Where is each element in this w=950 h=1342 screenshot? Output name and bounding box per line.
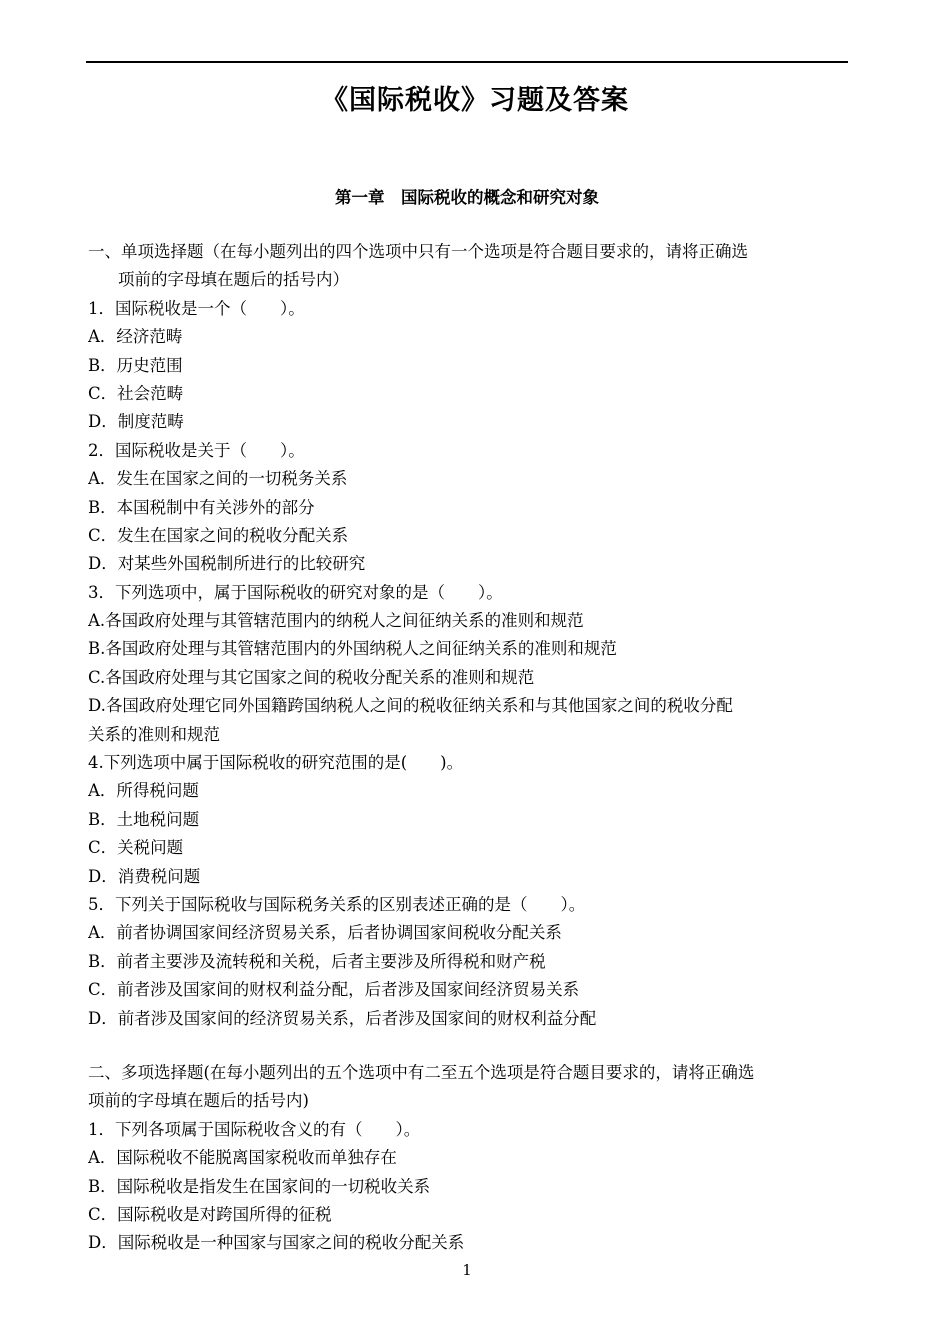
answer-option: D．制度范畴 bbox=[88, 412, 184, 432]
answer-option: A.各国政府处理与其管辖范围内的纳税人之间征纳关系的准则和规范 bbox=[88, 611, 584, 631]
question-stem: 1．下列各项属于国际税收含义的有（ ）。 bbox=[88, 1119, 421, 1139]
answer-option: B．前者主要涉及流转税和关税，后者主要涉及所得税和财产税 bbox=[88, 951, 546, 971]
answer-option: 关系的准则和规范 bbox=[88, 724, 220, 744]
answer-option: A．前者协调国家间经济贸易关系，后者协调国家间税收分配关系 bbox=[88, 923, 562, 943]
answer-option: B.各国政府处理与其管辖范围内的外国纳税人之间征纳关系的准则和规范 bbox=[88, 639, 617, 659]
section-multiple-choice bbox=[88, 1059, 850, 1258]
question-stem: 4.下列选项中属于国际税收的研究范围的是( )。 bbox=[88, 753, 464, 773]
answer-option: A．发生在国家之间的一切税务关系 bbox=[88, 469, 348, 489]
question-stem: 3．下列选项中，属于国际税收的研究对象的是（ ）。 bbox=[88, 582, 503, 602]
section-gap bbox=[88, 1033, 850, 1059]
question-stem: 5．下列关于国际税收与国际税务关系的区别表述正确的是（ ）。 bbox=[88, 894, 586, 914]
answer-option: B．历史范围 bbox=[88, 355, 183, 375]
document-body bbox=[88, 238, 850, 1258]
answer-option: A．经济范畴 bbox=[88, 327, 183, 347]
section-heading: 一、单项选择题（在每小题列出的四个选项中只有一个选项是符合题目要求的，请将正确选 bbox=[88, 242, 748, 261]
question-list bbox=[88, 1116, 850, 1258]
answer-option: C．社会范畴 bbox=[88, 383, 184, 403]
answer-option: B．土地税问题 bbox=[88, 809, 200, 829]
answer-option: D．前者涉及国家间的经济贸易关系，后者涉及国家间的财权利益分配 bbox=[88, 1008, 597, 1028]
answer-option: C.各国政府处理与其它国家之间的税收分配关系的准则和规范 bbox=[88, 667, 535, 687]
answer-option: D．消费税问题 bbox=[88, 866, 201, 886]
question-list bbox=[88, 295, 850, 1033]
answer-option: C．国际税收是对跨国所得的征税 bbox=[88, 1204, 332, 1224]
question-stem: 2．国际税收是关于（ ）。 bbox=[88, 440, 305, 460]
section-heading-continued: 项前的字母填在题后的括号内） bbox=[118, 270, 349, 290]
answer-option: B．国际税收是指发生在国家间的一切税收关系 bbox=[88, 1176, 431, 1196]
question-stem: 1．国际税收是一个（ ）。 bbox=[88, 298, 305, 318]
answer-option: A．所得税问题 bbox=[88, 781, 199, 801]
answer-option: C．前者涉及国家间的财权利益分配，后者涉及国家间经济贸易关系 bbox=[88, 980, 580, 1000]
page-number: 1 bbox=[462, 1261, 472, 1279]
chapter-heading: 第一章 国际税收的概念和研究对象 bbox=[335, 188, 599, 207]
answer-option: C．关税问题 bbox=[88, 838, 184, 858]
section-single-choice bbox=[88, 238, 850, 1033]
document-title: 《国际税收》习题及答案 bbox=[321, 85, 629, 116]
answer-option: B．本国税制中有关涉外的部分 bbox=[88, 497, 315, 517]
section-heading: 二、多项选择题(在每小题列出的五个选项中有二至五个选项是符合题目要求的，请将正确选 bbox=[88, 1062, 755, 1082]
answer-option: D.各国政府处理它同外国籍跨国纳税人之间的税收征纳关系和与其他国家之间的税收分配 bbox=[88, 696, 733, 716]
header-rule bbox=[86, 61, 848, 63]
answer-option: D．国际税收是一种国家与国家之间的税收分配关系 bbox=[88, 1233, 465, 1253]
answer-option: C．发生在国家之间的税收分配关系 bbox=[88, 525, 349, 545]
answer-option: A．国际税收不能脱离国家税收而单独存在 bbox=[88, 1148, 397, 1168]
answer-option: D．对某些外国税制所进行的比较研究 bbox=[88, 554, 366, 574]
section-heading-continued: 项前的字母填在题后的括号内) bbox=[88, 1091, 309, 1111]
